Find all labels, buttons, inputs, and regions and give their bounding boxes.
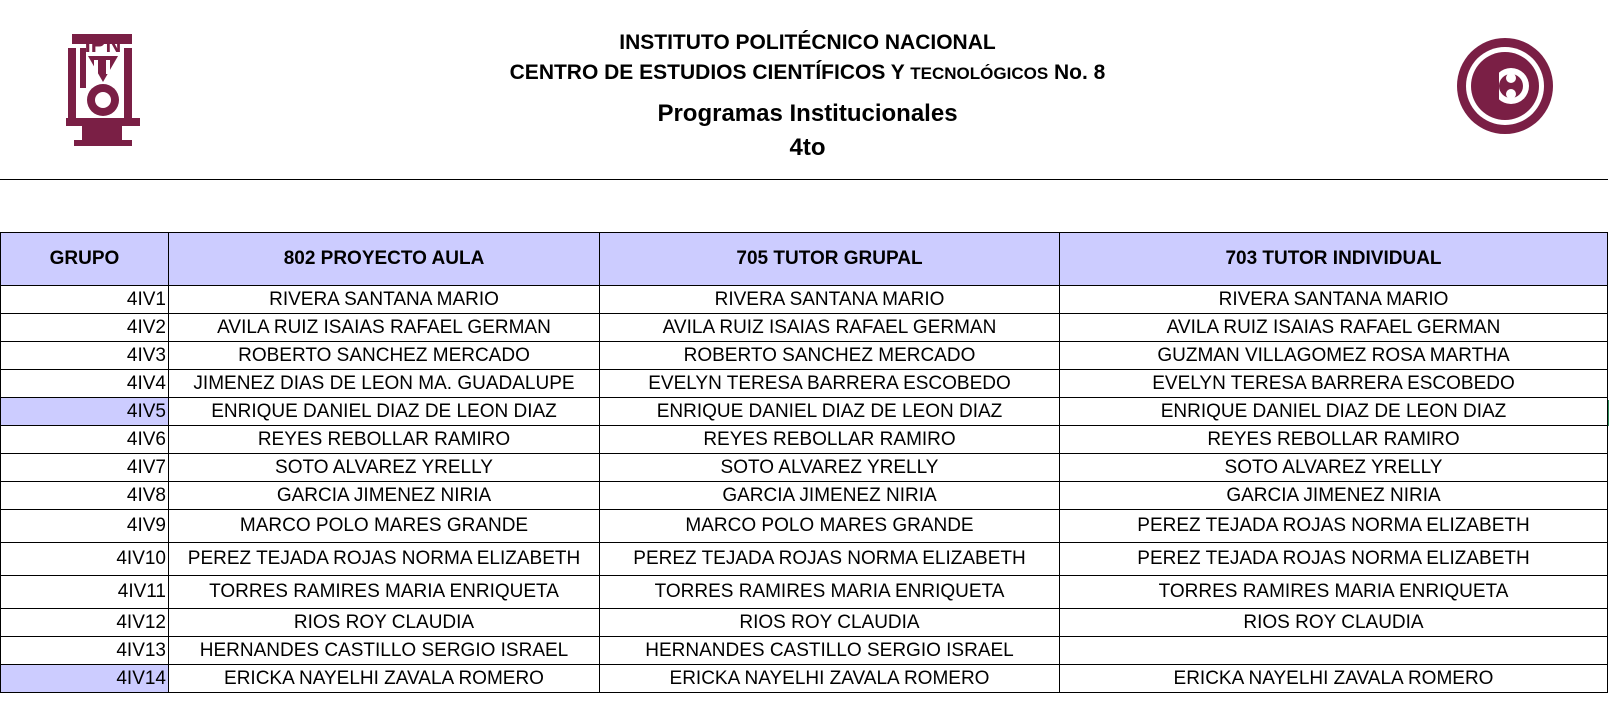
cell-tutor-individual[interactable]: GUZMAN VILLAGOMEZ ROSA MARTHA — [1060, 342, 1608, 370]
cell-proyecto-aula[interactable]: RIVERA SANTANA MARIO — [169, 286, 600, 314]
cell-tutor-individual[interactable]: RIVERA SANTANA MARIO — [1060, 286, 1608, 314]
table-row — [1, 314, 1608, 342]
column-header-tutor-individual[interactable]: 703 TUTOR INDIVIDUAL — [1060, 233, 1608, 286]
cell-tutor-individual[interactable]: TORRES RAMIRES MARIA ENRIQUETA — [1060, 576, 1608, 609]
cell-grupo[interactable]: 4IV12 — [1, 609, 169, 637]
cell-grupo[interactable]: 4IV3 — [1, 342, 169, 370]
level-title: 4to — [789, 134, 826, 161]
column-header-grupo[interactable]: GRUPO — [1, 233, 169, 286]
institution-title: INSTITUTO POLITÉCNICO NACIONAL — [619, 31, 996, 54]
cell-grupo[interactable]: 4IV6 — [1, 426, 169, 454]
cell-grupo[interactable]: 4IV7 — [1, 454, 169, 482]
table-header-row — [1, 233, 1608, 286]
cell-tutor-grupal[interactable]: ENRIQUE DANIEL DIAZ DE LEON DIAZ — [600, 398, 1060, 426]
column-header-proyecto-aula[interactable]: 802 PROYECTO AULA — [169, 233, 600, 286]
center-title-suffix: No. 8 — [1054, 61, 1106, 84]
cell-grupo[interactable]: 4IV13 — [1, 637, 169, 665]
cell-tutor-individual[interactable]: PEREZ TEJADA ROJAS NORMA ELIZABETH — [1060, 543, 1608, 576]
cell-tutor-grupal[interactable]: TORRES RAMIRES MARIA ENRIQUETA — [600, 576, 1060, 609]
cell-tutor-individual[interactable]: SOTO ALVAREZ YRELLY — [1060, 454, 1608, 482]
program-title: Programas Institucionales — [657, 100, 958, 127]
cell-grupo[interactable]: 4IV11 — [1, 576, 169, 609]
cell-grupo[interactable]: 4IV10 — [1, 543, 169, 576]
table-row — [1, 637, 1608, 665]
center-title-small: TECNOLÓGICOS — [910, 64, 1049, 83]
cell-tutor-individual[interactable]: REYES REBOLLAR RAMIRO — [1060, 426, 1608, 454]
cell-tutor-grupal[interactable]: HERNANDES CASTILLO SERGIO ISRAEL — [600, 637, 1060, 665]
table-row — [1, 665, 1608, 693]
cell-grupo[interactable]: 4IV1 — [1, 286, 169, 314]
table-row — [1, 454, 1608, 482]
selection-edge-marker — [1608, 400, 1609, 426]
table-row — [1, 482, 1608, 510]
cell-proyecto-aula[interactable]: ERICKA NAYELHI ZAVALA ROMERO — [169, 665, 600, 693]
cell-tutor-grupal[interactable]: MARCO POLO MARES GRANDE — [600, 510, 1060, 543]
table-row — [1, 543, 1608, 576]
document-header — [0, 0, 1615, 180]
table-row — [1, 286, 1608, 314]
header-divider — [0, 179, 1608, 180]
cell-tutor-grupal[interactable]: EVELYN TERESA BARRERA ESCOBEDO — [600, 370, 1060, 398]
center-title-prefix: CENTRO DE ESTUDIOS CIENTÍFICOS Y — [509, 61, 905, 84]
cell-tutor-grupal[interactable]: AVILA RUIZ ISAIAS RAFAEL GERMAN — [600, 314, 1060, 342]
cell-proyecto-aula[interactable]: RIOS ROY CLAUDIA — [169, 609, 600, 637]
cell-tutor-grupal[interactable]: RIVERA SANTANA MARIO — [600, 286, 1060, 314]
table-row — [1, 342, 1608, 370]
center-title — [0, 61, 1615, 85]
table-row — [1, 370, 1608, 398]
svg-text:IPN: IPN — [84, 32, 122, 57]
cell-tutor-grupal[interactable]: ROBERTO SANCHEZ MERCADO — [600, 342, 1060, 370]
cell-grupo[interactable]: 4IV4 — [1, 370, 169, 398]
cell-tutor-grupal[interactable]: ERICKA NAYELHI ZAVALA ROMERO — [600, 665, 1060, 693]
table-row — [1, 609, 1608, 637]
cell-tutor-grupal[interactable]: PEREZ TEJADA ROJAS NORMA ELIZABETH — [600, 543, 1060, 576]
cell-tutor-individual[interactable]: ERICKA NAYELHI ZAVALA ROMERO — [1060, 665, 1608, 693]
cell-tutor-individual[interactable]: GARCIA JIMENEZ NIRIA — [1060, 482, 1608, 510]
cell-tutor-grupal[interactable]: GARCIA JIMENEZ NIRIA — [600, 482, 1060, 510]
table-row — [1, 510, 1608, 543]
cell-proyecto-aula[interactable]: ENRIQUE DANIEL DIAZ DE LEON DIAZ — [169, 398, 600, 426]
cell-proyecto-aula[interactable]: TORRES RAMIRES MARIA ENRIQUETA — [169, 576, 600, 609]
cell-proyecto-aula[interactable]: REYES REBOLLAR RAMIRO — [169, 426, 600, 454]
cell-tutor-grupal[interactable]: RIOS ROY CLAUDIA — [600, 609, 1060, 637]
cell-proyecto-aula[interactable]: AVILA RUIZ ISAIAS RAFAEL GERMAN — [169, 314, 600, 342]
cell-grupo[interactable]: 4IV8 — [1, 482, 169, 510]
cell-proyecto-aula[interactable]: MARCO POLO MARES GRANDE — [169, 510, 600, 543]
cell-grupo-selected[interactable]: 4IV5 — [1, 398, 169, 426]
table-row — [1, 398, 1608, 426]
cell-tutor-individual[interactable]: EVELYN TERESA BARRERA ESCOBEDO — [1060, 370, 1608, 398]
cell-tutor-individual[interactable] — [1060, 637, 1608, 665]
cell-proyecto-aula[interactable]: ROBERTO SANCHEZ MERCADO — [169, 342, 600, 370]
cell-tutor-individual[interactable]: AVILA RUIZ ISAIAS RAFAEL GERMAN — [1060, 314, 1608, 342]
cell-proyecto-aula[interactable]: JIMENEZ DIAS DE LEON MA. GUADALUPE — [169, 370, 600, 398]
table-row — [1, 426, 1608, 454]
cell-tutor-individual[interactable]: PEREZ TEJADA ROJAS NORMA ELIZABETH — [1060, 510, 1608, 543]
cell-tutor-grupal[interactable]: SOTO ALVAREZ YRELLY — [600, 454, 1060, 482]
table-row — [1, 576, 1608, 609]
cell-proyecto-aula[interactable]: PEREZ TEJADA ROJAS NORMA ELIZABETH — [169, 543, 600, 576]
cell-tutor-grupal[interactable]: REYES REBOLLAR RAMIRO — [600, 426, 1060, 454]
cell-proyecto-aula[interactable]: HERNANDES CASTILLO SERGIO ISRAEL — [169, 637, 600, 665]
cell-grupo[interactable]: 4IV9 — [1, 510, 169, 543]
cell-proyecto-aula[interactable]: GARCIA JIMENEZ NIRIA — [169, 482, 600, 510]
cell-tutor-individual[interactable]: RIOS ROY CLAUDIA — [1060, 609, 1608, 637]
cell-proyecto-aula[interactable]: SOTO ALVAREZ YRELLY — [169, 454, 600, 482]
cell-grupo[interactable]: 4IV2 — [1, 314, 169, 342]
column-header-tutor-grupal[interactable]: 705 TUTOR GRUPAL — [600, 233, 1060, 286]
cell-tutor-individual[interactable]: ENRIQUE DANIEL DIAZ DE LEON DIAZ — [1060, 398, 1608, 426]
cell-grupo-selected[interactable]: 4IV14 — [1, 665, 169, 693]
cecyt-seal-icon — [1455, 36, 1555, 136]
programs-table — [0, 232, 1608, 693]
